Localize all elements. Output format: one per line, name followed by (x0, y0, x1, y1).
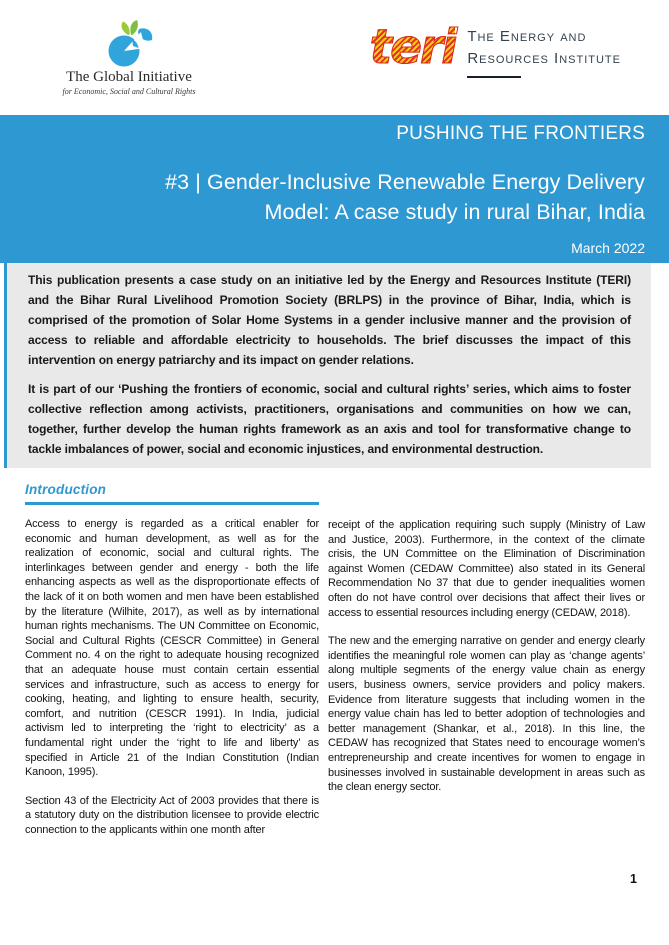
left-column-paragraph-2: Section 43 of the Electricity Act of 2003 provides that there is a statutory duty on the distribution licensee to provide electric connection to the applicants within one month after (25, 794, 319, 836)
global-initiative-logo (62, 20, 196, 96)
gi-apple-icon (102, 20, 156, 68)
right-column-paragraph-1: receipt of the application requiring such supply (Ministry of Law and Justice, 2003). Furthermore, in the context of the climate crisis, the UN Committee on the Elimination of Discrimination against Women (CEDAW Committee) also stated in its General Recommendation No 37 that due to gender inequalities women often do not have control over decisions that affect their lives or access to essential resources including energy (CEDAW, 2018). (328, 519, 645, 619)
publication-title-line2: Model: A case study in rural Bihar, India (264, 200, 645, 225)
publication-title (24, 167, 645, 227)
right-column-paragraph-2: The new and the emerging narrative on gender and energy clearly identifies the meaningful role women can play as ‘change agents’ along multiple segments of the energy value chain as energy users, business owners, service providers and policy makers. Evidence from literature suggests that including women in the energy value chain has led to better adoption of technologies and better management (Shankar, et al., 2018). In this line, the CEDAW has recognized that States need to encourage women’s entrepreneurship and create incentives for women to engage in businesses involved in sustainable development in areas such as the clean energy sector. (328, 635, 645, 794)
gi-logo-title: The Global Initiative (66, 69, 192, 85)
page-number: 1 (630, 872, 637, 886)
teri-wordmark: teri (369, 20, 456, 76)
right-column (328, 482, 645, 851)
left-column-paragraph-1: Access to energy is regarded as a critical enabler for economic and human development, as well as for the realization of economic, social and cultural rights. The interlinkages between gender and energy - both the life enhancing aspects as well as the disproportionate effects of the lack of it on both women and men have been established by the literature (Wilhite, 2017), as well as by international human rights mechanisms. The UN Committee on Economic, Social and Cultural Rights (CESCR Committee) in General Comment no. 4 on the right to adequate housing recognized that an adequate house must contain certain essential services and infrastructure, such as access to energy for cooking, heating, and lighting to ensure health, security, comfort, and nutrition (CESCR 1991). In India, judicial activism led to interpreting the ‘right to electricity’ as a fundamental right under the ‘right to life and liberty’ as specified in Article 21 of the Indian Constitution (Indian Kanoon, 1995). (25, 518, 319, 779)
abstract-paragraph-2: It is part of our ‘Pushing the frontiers of economic, social and cultural rights’ series, which aims to foster collective reflection among activists, practitioners, organisations and communities on how we can, together, further develop the human rights framework as an axis and tool for transformative change to tackle imbalances of power, social and economic injustices, and environmental destruction. (28, 382, 631, 456)
teri-logo-line1: The Energy and (467, 28, 587, 45)
left-column (25, 482, 319, 851)
series-title: PUSHING THE FRONTIERS (396, 123, 645, 144)
teri-logo-text (467, 26, 621, 78)
introduction-heading: Introduction (25, 482, 107, 497)
introduction-rule (25, 502, 319, 505)
gi-logo-subtitle: for Economic, Social and Cultural Rights (62, 87, 196, 96)
publication-date: March 2022 (571, 240, 645, 257)
publication-title-line1: #3 | Gender-Inclusive Renewable Energy Delivery (165, 170, 645, 194)
teri-underline (467, 76, 521, 78)
abstract-box (4, 263, 651, 468)
teri-logo (369, 20, 621, 78)
body-columns (0, 468, 669, 851)
abstract-paragraph-1: This publication presents a case study on an initiative led by the Energy and Resources Institute (TERI) and the Bihar Rural Livelihood Promotion Society (BRLPS) in the province of Bihar, India, which is comprised of the promotion of Solar Home Systems in a gender inclusive manner and the provision of access to reliable and affordable electricity to households. The brief discusses the impact of this intervention on energy patriarchy and its impact on gender relations. (28, 273, 631, 367)
header-logos (0, 0, 669, 115)
teri-logo-line2: Resources Institute (467, 49, 621, 67)
title-banner (0, 115, 669, 263)
